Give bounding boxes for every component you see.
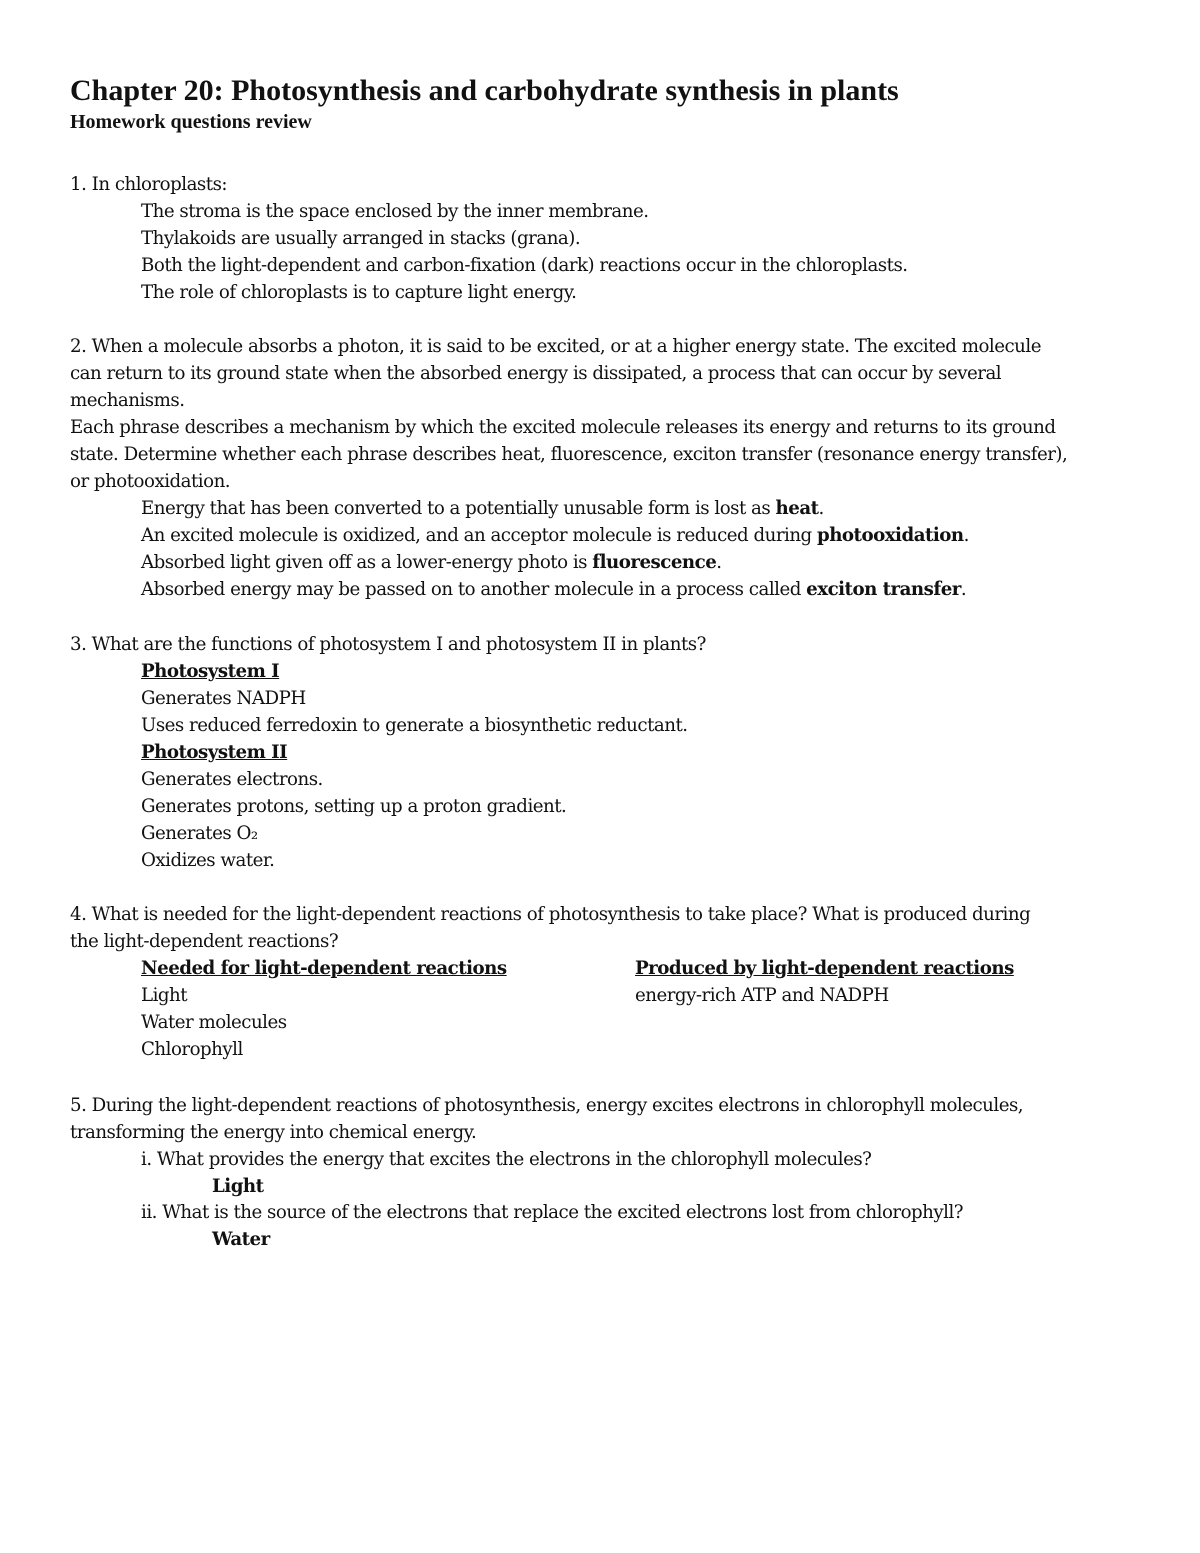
ps2-item: Oxidizes water. [141, 850, 275, 871]
q2-stem-line: Each phrase describes a mechanism by which the excited molecule releases its energy and returns to its ground [70, 417, 1056, 438]
needed-item: Chlorophyll [141, 1039, 243, 1060]
produced-item: energy-rich ATP and NADPH [635, 985, 889, 1006]
needed-item: Light [141, 985, 188, 1006]
q4-stem-line: 4. What is needed for the light-dependent reactions of photosynthesis to take place? What is produced during [70, 904, 1031, 925]
q2-answer-term: photooxidation [816, 525, 964, 546]
needed-heading: Needed for light-dependent reactions [141, 958, 507, 979]
q1-item: The stroma is the space enclosed by the inner membrane. [141, 201, 649, 222]
ps2-item: Generates protons, setting up a proton gradient. [141, 796, 567, 817]
page-title: Chapter 20: Photosynthesis and carbohydrate synthesis in plants [70, 74, 899, 107]
q2-answer-text: Energy that has been converted to a potentially unusable form is lost as [141, 498, 776, 519]
q2-stem-line: mechanisms. [70, 390, 185, 411]
q5-sub-question-i: i. What provides the energy that excites the electrons in the chlorophyll molecules? [141, 1149, 872, 1170]
q5-sub-question-ii: ii. What is the source of the electrons that replace the excited electrons lost from chlorophyll? [141, 1202, 964, 1223]
page-subtitle: Homework questions review [70, 111, 312, 133]
q2-answer-end: . [716, 552, 722, 573]
q4-stem-line: the light-dependent reactions? [70, 931, 339, 952]
q2-answer-text: An excited molecule is oxidized, and an acceptor molecule is reduced during [141, 525, 817, 546]
q2-answer-text: Absorbed energy may be passed on to another molecule in a process called [141, 579, 807, 600]
q2-stem-line: or photooxidation. [70, 471, 231, 492]
q2-answer-end: . [963, 525, 969, 546]
q2-answer-end: . [960, 579, 967, 600]
q2-answer-term: fluorescence [592, 552, 717, 573]
q2-stem-line: 2. When a molecule absorbs a photon, it is said to be excited, or at a higher energy state. The excited molecule [70, 336, 1041, 357]
photosystem-ii-heading: Photosystem II [141, 742, 288, 763]
q2-answer [141, 576, 966, 603]
q2-answer [141, 522, 969, 549]
q2-answer [141, 495, 824, 522]
q2-answer [141, 549, 722, 576]
q5-stem-line: transforming the energy into chemical energy. [70, 1122, 477, 1143]
q1-item: The role of chloroplasts is to capture light energy. [141, 282, 577, 303]
needed-item: Water molecules [141, 1012, 287, 1033]
q5-answer-i: Light [212, 1176, 264, 1197]
q5-stem-line: 5. During the light-dependent reactions of photosynthesis, energy excites electrons in chlorophyll molecules, [70, 1095, 1024, 1116]
ps1-item: Uses reduced ferredoxin to generate a biosynthetic reductant. [141, 715, 688, 736]
q1-item: Both the light-dependent and carbon-fixation (dark) reactions occur in the chloroplasts. [141, 255, 908, 276]
q2-answer-text: Absorbed light given off as a lower-energy photo is [141, 552, 593, 573]
ps2-item: Generates O₂ [141, 823, 258, 844]
q2-stem-line: can return to its ground state when the absorbed energy is dissipated, a process that can occur by several [70, 363, 1002, 384]
q1-stem: 1. In chloroplasts: [70, 174, 228, 195]
q2-answer-term: exciton transfer [806, 579, 961, 600]
q5-answer-ii: Water [212, 1229, 270, 1250]
q2-answer-term: heat [775, 498, 819, 519]
ps2-item: Generates electrons. [141, 769, 323, 790]
ps1-item: Generates NADPH [141, 688, 306, 709]
q3-stem: 3. What are the functions of photosystem I and photosystem II in plants? [70, 634, 706, 655]
q2-answer-end: . [818, 498, 824, 519]
q2-stem-line: state. Determine whether each phrase describes heat, fluorescence, exciton transfer (resonance energy transfer), [70, 444, 1068, 465]
q1-item: Thylakoids are usually arranged in stacks (grana). [141, 228, 581, 249]
produced-heading: Produced by light-dependent reactions [635, 958, 1014, 979]
photosystem-i-heading: Photosystem I [141, 661, 280, 682]
